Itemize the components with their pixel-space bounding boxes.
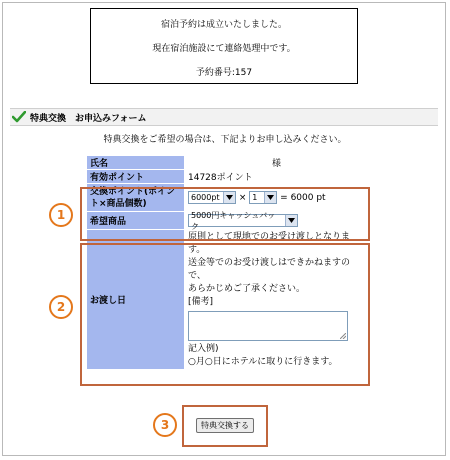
product-label: 希望商品	[87, 212, 185, 230]
callout-box-1	[80, 187, 370, 241]
exchange-point-value: 6000pt	[191, 193, 220, 202]
notice-line2: 現在宿泊施設にて連絡処理中です。	[152, 44, 296, 54]
exchange-result: = 6000 pt	[280, 193, 326, 203]
example-label: 記入例)	[188, 344, 219, 354]
reservation-notice	[90, 8, 358, 84]
callout-box-2	[80, 243, 370, 386]
name-label: 氏名	[87, 156, 185, 170]
callout-badge-3: 3	[153, 413, 177, 437]
delivery-text-1: 原則として現地でのお受け渡しとなります。	[188, 232, 351, 255]
name-value: 様	[185, 156, 369, 170]
row-points	[87, 170, 369, 184]
reservation-number: 予約番号:157	[195, 68, 253, 78]
check-icon	[12, 111, 26, 123]
remarks-label: [備考]	[188, 297, 214, 307]
product-value: 5000円キャッシュバック	[191, 210, 276, 231]
notice-line1: 宿泊予約は成立いたしました。	[160, 20, 287, 30]
exchange-label: 交換ポイント(ポイント×商品個数)	[87, 184, 185, 212]
exchange-qty-value: 1	[252, 193, 258, 202]
points-label: 有効ポイント	[87, 170, 185, 184]
callout-badge-2: 2	[49, 295, 73, 319]
section-title: 特典交換 お申込みフォーム	[30, 114, 147, 124]
row-name	[87, 156, 369, 170]
callout-badge-1: 1	[49, 203, 73, 227]
delivery-text-2: 送金等でのお受け渡しはできかねますので、	[188, 258, 351, 281]
example-text: ○月○日にホテルに取りに行きます。	[188, 357, 338, 367]
times-sign: ×	[238, 193, 247, 203]
delivery-label: お渡し日	[87, 230, 185, 370]
points-value: 14728ポイント	[185, 170, 369, 184]
submit-exchange-button[interactable]: 特典交換する	[196, 418, 254, 433]
section-header	[10, 108, 438, 126]
delivery-text-3: あらかじめご了承ください。	[188, 284, 306, 294]
intro-text: 特典交換をご希望の場合は、下記よりお申し込みください。	[103, 135, 347, 145]
